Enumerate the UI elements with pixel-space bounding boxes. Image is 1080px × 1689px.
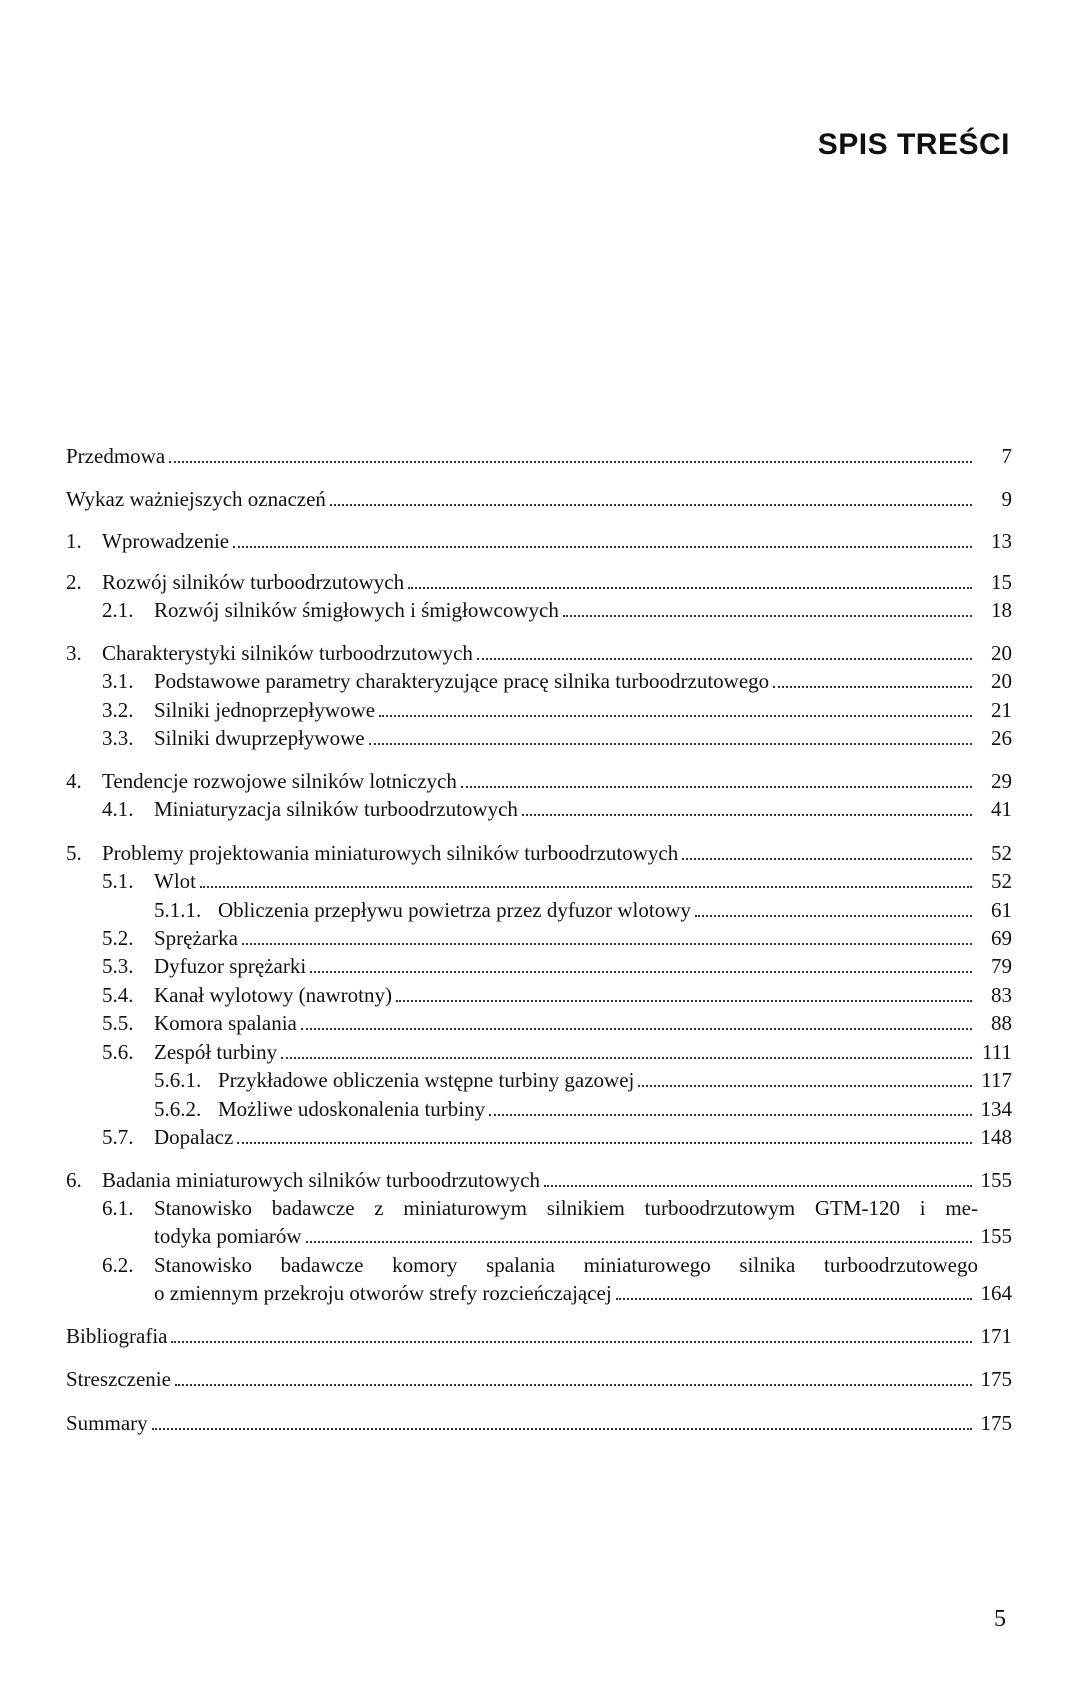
leader-dots bbox=[695, 914, 972, 917]
toc-entry-page: 21 bbox=[991, 698, 1012, 722]
toc-entry-number: 3.3. bbox=[102, 726, 134, 750]
toc-entry bbox=[66, 1167, 1012, 1193]
toc-entry-label: Tendencje rozwojowe silników lotniczych bbox=[102, 769, 457, 793]
leader-dots bbox=[489, 1113, 972, 1116]
toc-entry-page: 175 bbox=[980, 1367, 1012, 1391]
leader-dots bbox=[301, 1027, 972, 1030]
toc-entry-label: Podstawowe parametry charakteryzujące pracę silnika turboodrzutowego bbox=[154, 669, 770, 693]
leader-dots bbox=[477, 657, 972, 660]
toc-entry bbox=[154, 1096, 1012, 1122]
toc-entry-number: 3.2. bbox=[102, 698, 134, 722]
toc-entry-number: 5.3. bbox=[102, 954, 134, 978]
toc-entry-label: Dopalacz bbox=[154, 1125, 234, 1149]
toc-entry-number: 5. bbox=[66, 841, 82, 865]
toc-entry-number: 6. bbox=[66, 1168, 82, 1192]
toc-entry bbox=[66, 528, 1012, 554]
leader-dots bbox=[200, 885, 972, 888]
toc-entry-label: Summary bbox=[66, 1411, 148, 1435]
toc-entry bbox=[154, 1280, 1012, 1306]
toc-entry-number: 3.1. bbox=[102, 669, 134, 693]
toc-entry bbox=[66, 443, 1012, 469]
toc-entry-page: 20 bbox=[991, 669, 1012, 693]
toc-entry-label: Zespół turbiny bbox=[154, 1040, 278, 1064]
toc-entry-page: 69 bbox=[991, 926, 1012, 950]
leader-dots bbox=[310, 970, 972, 973]
toc-entry-label: Badania miniaturowych silników turboodrzutowych bbox=[102, 1168, 540, 1192]
leader-dots bbox=[175, 1383, 972, 1386]
toc-entry bbox=[102, 668, 1012, 694]
toc-entry-label: Bibliografia bbox=[66, 1324, 168, 1348]
leader-dots bbox=[408, 586, 972, 589]
toc-entry-page: 41 bbox=[991, 797, 1012, 821]
toc-entry-label: Komora spalania bbox=[154, 1011, 297, 1035]
toc-entry-page: 175 bbox=[980, 1411, 1012, 1435]
toc-entry-line bbox=[102, 1195, 978, 1221]
toc-entry-number: 1. bbox=[66, 529, 82, 553]
toc-entry-label: Możliwe udoskonalenia turbiny bbox=[218, 1097, 486, 1121]
toc-entry-number: 4.1. bbox=[102, 797, 134, 821]
page-title: SPIS TREŚCI bbox=[817, 128, 1010, 161]
toc-entry-label: Przykładowe obliczenia wstępne turbiny gazowej bbox=[218, 1068, 635, 1092]
toc-entry bbox=[102, 868, 1012, 894]
toc-entry-label: Miniaturyzacja silników turboodrzutowych bbox=[154, 797, 518, 821]
leader-dots bbox=[773, 685, 972, 688]
toc-entry-label: Stanowisko badawcze z miniaturowym silnikiem turboodrzutowym GTM-120 i me- bbox=[154, 1196, 978, 1220]
toc-entry-page: 18 bbox=[991, 598, 1012, 622]
toc-entry-page: 61 bbox=[991, 898, 1012, 922]
toc-entry-page: 148 bbox=[980, 1125, 1012, 1149]
toc-entry-page: 134 bbox=[980, 1097, 1012, 1121]
toc-entry-number: 5.6.2. bbox=[154, 1097, 202, 1121]
toc-entry-label: Wykaz ważniejszych oznaczeń bbox=[66, 487, 326, 511]
leader-dots bbox=[242, 942, 972, 945]
toc-entry-label: Problemy projektowania miniaturowych silników turboodrzutowych bbox=[102, 841, 679, 865]
toc-entry-label-continued: o zmiennym przekroju otworów strefy rozcieńczającej bbox=[154, 1281, 612, 1305]
toc-entry-page: 117 bbox=[981, 1068, 1012, 1092]
toc-entry-page: 88 bbox=[991, 1011, 1012, 1035]
leader-dots bbox=[237, 1141, 972, 1144]
toc-entry bbox=[66, 1323, 1012, 1349]
toc-entry-page: 20 bbox=[991, 641, 1012, 665]
toc-entry-page: 111 bbox=[982, 1040, 1012, 1064]
toc-entry-label: Streszczenie bbox=[66, 1367, 171, 1391]
leader-dots bbox=[281, 1056, 972, 1059]
toc-entry-number: 5.1. bbox=[102, 869, 134, 893]
toc-entry bbox=[66, 1366, 1012, 1392]
toc-entry bbox=[154, 1067, 1012, 1093]
toc-entry bbox=[102, 796, 1012, 822]
toc-entry-page: 52 bbox=[991, 869, 1012, 893]
toc-entry bbox=[66, 840, 1012, 866]
leader-dots bbox=[544, 1184, 972, 1187]
leader-dots bbox=[169, 460, 972, 463]
toc-entry bbox=[102, 597, 1012, 623]
toc-entry bbox=[102, 1010, 1012, 1036]
toc-entry bbox=[102, 1124, 1012, 1150]
toc-entry-page: 171 bbox=[980, 1324, 1012, 1348]
toc-entry bbox=[154, 897, 1012, 923]
toc-entry-label: Obliczenia przepływu powietrza przez dyfuzor wlotowy bbox=[218, 898, 691, 922]
toc-entry-number: 4. bbox=[66, 769, 82, 793]
toc-entry-label: Wlot bbox=[154, 869, 196, 893]
toc-entry bbox=[102, 953, 1012, 979]
toc-entry-number: 5.1.1. bbox=[154, 898, 202, 922]
toc-entry bbox=[102, 982, 1012, 1008]
toc-entry bbox=[66, 768, 1012, 794]
leader-dots bbox=[682, 857, 972, 860]
leader-dots bbox=[616, 1297, 972, 1300]
toc-entry-label: Rozwój silników śmigłowych i śmigłowcowych bbox=[154, 598, 559, 622]
leader-dots bbox=[369, 742, 972, 745]
toc-entry-line bbox=[102, 1252, 978, 1278]
leader-dots bbox=[379, 714, 972, 717]
toc-entry-page: 155 bbox=[980, 1224, 1012, 1248]
toc-entry-page: 9 bbox=[1001, 487, 1012, 511]
toc-entry-label: Przedmowa bbox=[66, 444, 166, 468]
toc-entry bbox=[102, 925, 1012, 951]
leader-dots bbox=[563, 614, 972, 617]
toc-entry-label: Stanowisko badawcze komory spalania miniaturowego silnika turboodrzutowego bbox=[154, 1253, 978, 1277]
leader-dots bbox=[638, 1084, 972, 1087]
toc-entry bbox=[66, 486, 1012, 512]
toc-entry-page: 15 bbox=[991, 570, 1012, 594]
leader-dots bbox=[306, 1240, 972, 1243]
toc-entry-page: 83 bbox=[991, 983, 1012, 1007]
toc-entry-page: 13 bbox=[991, 529, 1012, 553]
toc-entry-number: 5.5. bbox=[102, 1011, 134, 1035]
toc-entry-label: Silniki jednoprzepływowe bbox=[154, 698, 376, 722]
toc-entry-label: Sprężarka bbox=[154, 926, 238, 950]
leader-dots bbox=[396, 999, 972, 1002]
leader-dots bbox=[152, 1427, 972, 1430]
toc-entry bbox=[66, 1410, 1012, 1436]
leader-dots bbox=[233, 545, 972, 548]
toc-entry-page: 79 bbox=[991, 954, 1012, 978]
toc-entry-page: 155 bbox=[980, 1168, 1012, 1192]
toc-entry-number: 5.4. bbox=[102, 983, 134, 1007]
toc-entry-label: Wprowadzenie bbox=[102, 529, 230, 553]
toc-entry-number: 6.2. bbox=[102, 1253, 134, 1277]
toc-entry-number: 5.6. bbox=[102, 1040, 134, 1064]
toc-entry-label-continued: todyka pomiarów bbox=[154, 1224, 302, 1248]
toc-entry-number: 5.6.1. bbox=[154, 1068, 202, 1092]
toc-entry-label: Dyfuzor sprężarki bbox=[154, 954, 307, 978]
toc-entry bbox=[102, 697, 1012, 723]
toc-entry-number: 2.1. bbox=[102, 598, 134, 622]
toc-entry-page: 29 bbox=[991, 769, 1012, 793]
toc-entry bbox=[154, 1223, 1012, 1249]
toc-entry-number: 2. bbox=[66, 570, 82, 594]
toc-entry-number: 5.7. bbox=[102, 1125, 134, 1149]
toc-entry bbox=[102, 1039, 1012, 1065]
toc-entry bbox=[102, 725, 1012, 751]
toc-entry-number: 6.1. bbox=[102, 1196, 134, 1220]
leader-dots bbox=[522, 813, 972, 816]
toc-entry-label: Rozwój silników turboodrzutowych bbox=[102, 570, 405, 594]
toc-entry-page: 7 bbox=[1001, 444, 1012, 468]
leader-dots bbox=[171, 1340, 972, 1343]
page-number: 5 bbox=[994, 1606, 1006, 1632]
toc-entry bbox=[66, 569, 1012, 595]
toc-entry-page: 26 bbox=[991, 726, 1012, 750]
toc-entry-number: 3. bbox=[66, 641, 82, 665]
toc-entry-label: Charakterystyki silników turboodrzutowych bbox=[102, 641, 473, 665]
toc-entry bbox=[66, 640, 1012, 666]
toc-entry-number: 5.2. bbox=[102, 926, 134, 950]
toc-entry-page: 52 bbox=[991, 841, 1012, 865]
toc-entry-label: Silniki dwuprzepływowe bbox=[154, 726, 365, 750]
leader-dots bbox=[330, 503, 972, 506]
toc-entry-page: 164 bbox=[980, 1281, 1012, 1305]
leader-dots bbox=[461, 785, 972, 788]
toc-entry-label: Kanał wylotowy (nawrotny) bbox=[154, 983, 392, 1007]
